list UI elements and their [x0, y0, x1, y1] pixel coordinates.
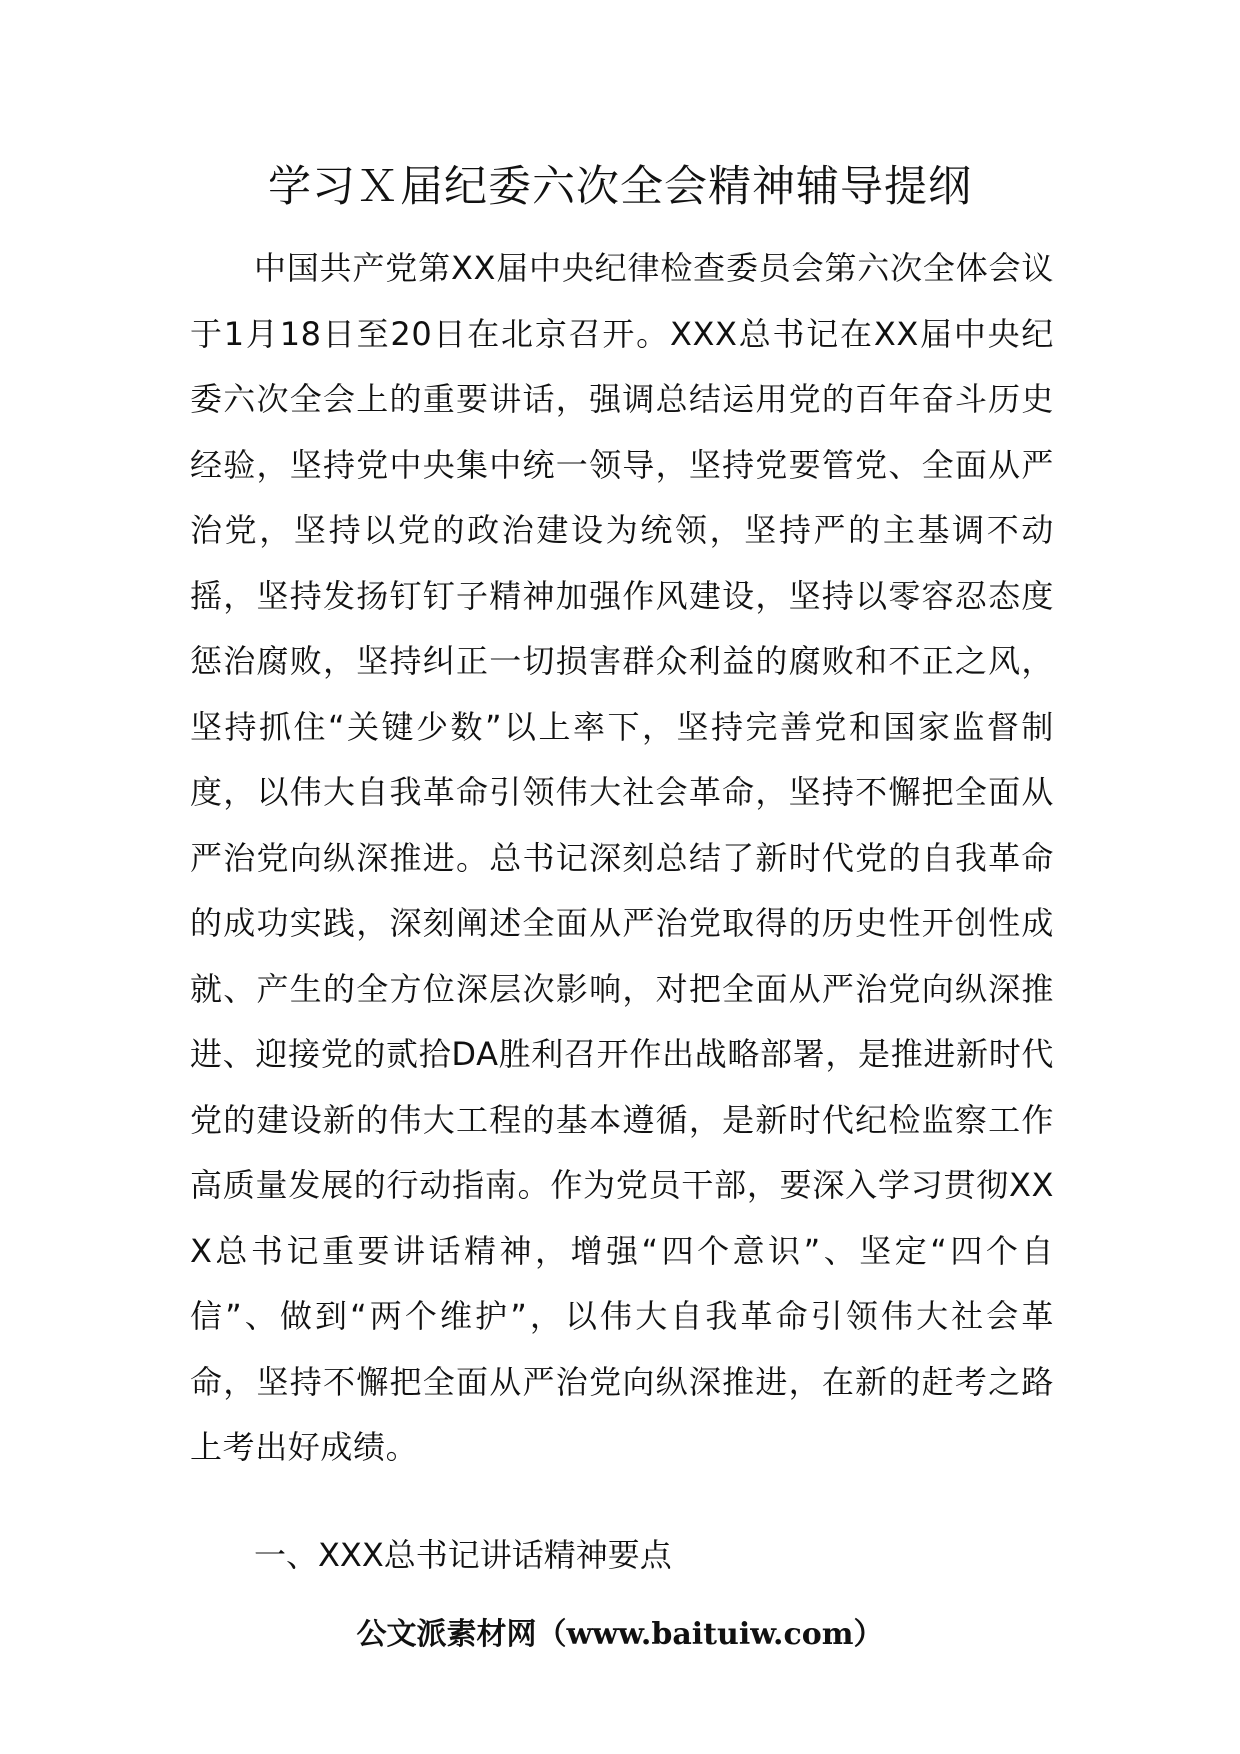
section-heading: 一、XXX总书记讲话精神要点 — [254, 1536, 672, 1574]
document-title: 学习Ｘ届纪委六次全会精神辅导提纲 — [268, 162, 972, 212]
body-paragraph: 中国共产党第XX届中央纪律检查委员会第六次全体会议于1月18日至20日在北京召开。XXX总书记在XX届中央纪委六次全会上的重要讲话，强调总结运用党的百年奋斗历史经验，坚持党中央集中统一领导，坚持党要管党、全面从严治党，坚持以党的政治建设为统领，坚持严的主基调不动摇，坚持发扬钉钉子精神加强作风建设，坚持以零容忍态度惩治腐败，坚持纠正一切损害群众利益的腐败和不正之风，坚持抓住“关键少数”以上率下，坚持完善党和国家监督制度，以伟大自我革命引领伟大社会革命，坚持不懈把全面从严治党向纵深推进。总书记深刻总结了新时代党的自我革命的成功实践，深刻阐述全面从严治党取得的历史性开创性成就、产生的全方位深层次影响，对把全面从严治党向纵深推进、迎接党的贰拾DA胜利召开作出战略部署，是推进新时代党的建设新的伟大工程的基本遵循，是新时代纪检监察工作高质量发展的行动指南。作为党员干部，要深入学习贯彻XXX总书记重要讲话精神，增强“四个意识”、坚定“四个自信”、做到“两个维护”，以伟大自我革命引领伟大社会革命，坚持不懈把全面从严治党向纵深推进，在新的赶考之路上考出好成绩。 — [190, 249, 1054, 1466]
footer-watermark: 公文派素材网（www.baituiw.com） — [356, 1617, 884, 1652]
